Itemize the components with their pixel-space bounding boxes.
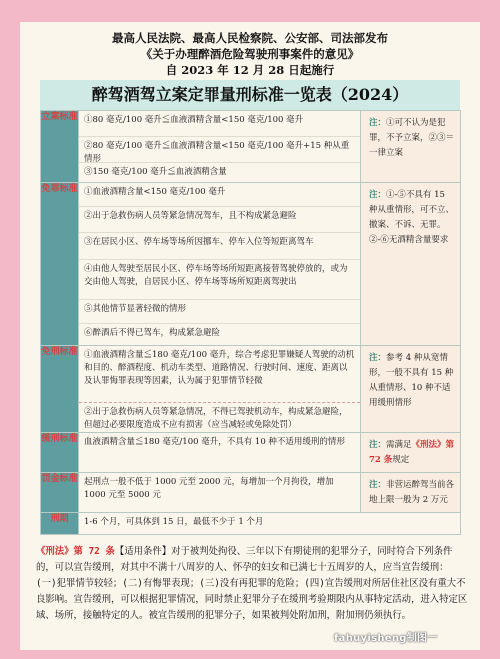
note-label: 注： (369, 190, 387, 200)
standards-table (40, 110, 461, 535)
note-label: 注： (369, 118, 387, 128)
mianxing-item-2: ②出于急救伤病人员等紧急情况，不得已驾驶机动车，构成紧急避险，但超过必要限度造成不应有损害（应当减轻或免除处罚） (79, 402, 360, 432)
note-pre: 需满足 (386, 440, 412, 450)
row-label-lian: 立案标准 (41, 111, 79, 183)
note-label: 注： (369, 480, 387, 490)
lian-item-2: ②80 毫克/100 毫升≦血液酒精含量<150 毫克/100 毫升+15 种从重情形 (79, 136, 360, 162)
lian-item-1: ①80 毫克/100 毫升≦血液酒精含量<150 毫克/100 毫升 (84, 115, 304, 125)
row-note-mianzui (361, 183, 461, 346)
row-huanxing (41, 433, 461, 473)
row-label-mianzui: 免罪标准 (41, 183, 79, 346)
mianzui-item-1: ①血液酒精含量<150 毫克/100 毫升 (84, 187, 226, 197)
row-label-xingqi: 刑期 (41, 513, 79, 535)
note-law-ref: 《刑法》第 72 条 (369, 440, 455, 465)
mianzui-item-4: ④由他人驾驶至居民小区、停车场等场所短距离接替驾驶停放的，或为交由他人驾驶，自居民小区、停车场等场所短距离驾驶出 (79, 259, 360, 299)
law-article-text (36, 544, 468, 624)
row-label-huanxing: 缓刑标准 (41, 433, 79, 473)
note-text: ①可不认为是犯罪，不予立案，②③＝一律立案 (369, 118, 455, 158)
row-content-mianzui (79, 183, 361, 346)
table-title-banner: 醉驾酒驾立案定罪量刑标准一览表（2024） (40, 80, 460, 110)
row-label-fajin: 罚金标准 (41, 473, 79, 513)
mianzui-item-5: ⑤其他情节显著轻微的情形 (79, 299, 360, 323)
row-mianzui (41, 183, 461, 346)
mianxing-item-1: ①血液酒精含量≦180 毫克/100 毫升，综合考虑犯罪嫌疑人驾驶的动机和目的、醉酒程度、机动车类型、道路情况、行驶时间、速度、距离以及认罪悔罪表现等因素，认为属于犯罪情节轻微 (84, 350, 355, 386)
lian-item-3: ③150 毫克/100 毫升≦血液酒精含量 (79, 162, 360, 182)
row-content-huanxing (79, 433, 361, 473)
mianzui-item-6: ⑥醉酒后不得已驾车，构成紧急避险 (79, 323, 360, 345)
header-effective-date: 自 2023 年 12 月 28 日起施行 (165, 63, 335, 77)
note-text: 非营运醉驾当前各地上限一般为 2 万元 (369, 480, 455, 505)
xingqi-item: 1-6 个月，可具体到 15 日，最低不少于 1 个月 (84, 517, 264, 527)
row-content-lian (79, 111, 361, 183)
row-xingqi (41, 513, 461, 535)
row-content-fajin (79, 473, 361, 513)
note-label: 注： (369, 440, 387, 450)
row-note-fajin (361, 473, 461, 513)
row-fajin (41, 473, 461, 513)
note-post: 规定 (392, 455, 410, 465)
mianzui-item-3: ③在居民小区、停车场等场所因挪车、停车入位等短距离驾车 (79, 232, 360, 259)
row-note-lian (361, 111, 461, 183)
row-content-mianxing (79, 346, 361, 433)
note-label: 注： (369, 353, 387, 363)
note-text-1: ①-⑤不具有 15 种从重情形，可不立、撤案、不诉、无罪。 (369, 190, 455, 230)
note-text-2: ②-⑥无酒精含量要求 (369, 235, 449, 245)
huanxing-item: 血液酒精含量≦180 毫克/100 毫升，不具有 10 种不适用缓刑的情形 (84, 437, 345, 447)
row-lian (41, 111, 461, 183)
document-header (20, 30, 480, 78)
row-label-mianxing: 免刑标准 (41, 346, 79, 433)
law-article-ref: 《刑法》第 72 条 (36, 546, 115, 557)
row-content-xingqi (79, 513, 461, 535)
watermark: fahuyisheng制图一 (334, 633, 438, 644)
row-note-huanxing (361, 433, 461, 473)
header-publishers: 最高人民法院、最高人民检察院、公安部、司法部发布 (112, 31, 388, 45)
header-document-title: 《关于办理醉酒危险驾驶刑事案件的意见》 (140, 47, 360, 61)
row-mianxing (41, 346, 461, 433)
row-note-mianxing (361, 346, 461, 433)
law-article-body: 【适用条件】对于被判处拘役、三年以下有期徒刑的犯罪分子，同时符合下列条件的，可以宣告缓刑，对其中不满十八周岁的人、怀孕的妇女和已满七十五周岁的人，应当宣告缓刑：(一)犯罪情节较轻；(二)有悔罪表现；(三)没有再犯罪的危险；(四)宣告缓刑对所居住社区没有重大不良影响。宣告缓刑，可以根据犯罪情况，同时禁止犯罪分子在缓刑考验期限内从事特定活动，进入特定区域、场所，接触特定的人。被宣告缓刑的犯罪分子，如果被判处附加刑，附加刑仍须执行。 (36, 546, 468, 621)
mianzui-item-2: ②出于急救伤病人员等紧急情况驾车，且不构成紧急避险 (79, 206, 360, 232)
note-text: 参考 4 种从宽情形，一般不具有 15 种从重情形、10 种不适用缓刑情形 (369, 353, 454, 408)
fajin-item: 起刑点一般不低于 1000 元至 2000 元，每增加一个月拘役，增加 1000 元至 5000 元 (84, 477, 334, 500)
